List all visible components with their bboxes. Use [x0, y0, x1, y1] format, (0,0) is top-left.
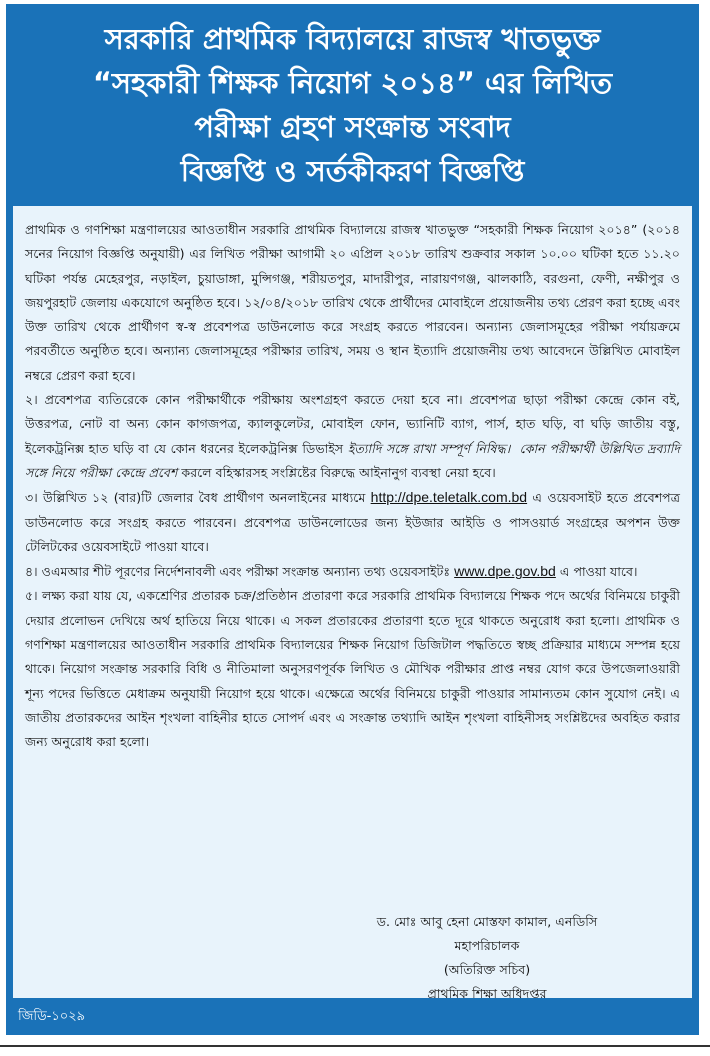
dpe-website-link[interactable]: www.dpe.gov.bd [454, 563, 556, 580]
title-line-2: “সহকারী শিক্ষক নিয়োগ ২০১৪” এর লিখিত [92, 66, 613, 100]
paragraph-5: ৫। লক্ষ্য করা যায় যে, একশ্রেণির প্রতারক চক্র/প্রতিষ্ঠান প্রতারণা করে সরকারি প্রাথমিক বিদ্যালয়ে শিক্ষক পদে অর্থের বিনিময়ে চাকুরী দেয়ার প্রলোভন দেখিয়ে অর্থ হাতিয়ে নিয়ে থাকে। এ সকল প্রতারকের প্রতারণা হতে দূরে থাকতে অনুরোধ করা হলো। প্রাথমিক ও গণশিক্ষা মন্ত্রণালয়ের আওতাধীন সরকারি প্রাথমিক বিদ্যালয়ের শিক্ষক নিয়োগ ডিজিটাল পদ্ধতিতে স্বচ্ছ প্রক্রিয়ার মাধ্যমে সম্পন্ন হয়ে থাকে। নিয়োগ সংক্রান্ত সরকারি বিধি ও নীতিমালা অনুসরণপূর্বক লিখিত ও মৌখিক পরীক্ষার প্রাপ্ত নম্বর যোগ করে উপজেলাওয়ারী শূন্য পদের ভিত্তিতে মেধাক্রম অনুযায়ী নিয়োগ হয়ে থাকে। এক্ষেত্রে অর্থের বিনিময়ে চাকুরী পাওয়ার সামান্যতম কোন সুযোগ নেই। এ জাতীয় প্রতারকদের আইন শৃংখলা বাহিনীর হাতে সোপর্দ এবং এ সংক্রান্ত তথ্যাদি আইন শৃংখলা বাহিনীসহ সংশ্লিষ্টদের অবহিত করার জন্য অনুরোধ করা হলো। [25, 588, 680, 750]
notice-frame [6, 4, 699, 1035]
bottom-divider [0, 1045, 710, 1047]
paragraph-2-italic-2: কোন পরীক্ষার্থী উল্লিখিত দ্রব্যাদি সঙ্গে নিয়ে পরীক্ষা কেন্দ্রে প্রবেশ [25, 440, 680, 480]
paragraph-2-text: ২। প্রবেশপত্র ব্যতিরেকে কোন পরীক্ষার্থীকে পরীক্ষায় অংশগ্রহণ করতে দেয়া হবে না। প্রবেশপত্র ছাড়া পরীক্ষা কেন্দ্রে কোন বই, উত্তরপত্র, নোট বা অন্য কোন কাগজপত্র, ক্যালকুলেটর, মোবাইল ফোন, ভ্যানিটি ব্যাগ, পার্স, হাত ঘড়ি, বা ঘড়ি জাতীয় বস্তু, ইলেকট্রনিক্স হাত ঘড়ি বা যে কোন ধরনের ইলেকট্রনিক্স ডিভাইস [25, 392, 680, 456]
paragraph-4-tail: এ পাওয়া যাবে। [559, 564, 638, 580]
signatory-designation: মহাপরিচালক [454, 938, 520, 953]
signatory-rank: (অতিরিক্ত সচিব) [443, 962, 531, 977]
paragraph-3-tail: এ ওয়েবসাইট হতে প্রবেশপত্র ডাউনলোড করে সংগ্রহ করতে পারবেন। প্রবেশপত্র ডাউনলোডের জন্য ইউজার আইডি ও পাসওয়ার্ড সংগ্রহের অপশন উক্ত টেলিটকের ওয়েবসাইটে পাওয়া যাবে। [25, 490, 680, 554]
paragraph-4 [25, 559, 680, 584]
signatory-name: ড. মোঃ আবু হেনা মোস্তফা কামাল, এনডিসি [376, 914, 598, 929]
notice-header [6, 4, 699, 206]
paragraph-4-text: ৪। ওএমআর শীট পূরণের নির্দেশনাবলী এবং পরীক্ষা সংক্রান্ত অন্যান্য তথ্য ওয়েবসাইটঃ [25, 564, 451, 580]
signature-block [342, 910, 632, 1006]
title-line-3: পরীক্ষা গ্রহণ সংক্রান্ত সংবাদ [194, 110, 511, 144]
footer-code: জিডি-১০২৯ [18, 1009, 86, 1024]
signatory-office: প্রাথমিক শিক্ষা অধিদপ্তর [427, 986, 547, 1001]
notice-body [13, 206, 692, 1001]
paragraph-1: প্রাথমিক ও গণশিক্ষা মন্ত্রণালয়ের আওতাধীন সরকারি প্রাথমিক বিদ্যালয়ে রাজস্ব খাতভুক্ত “সহকারী শিক্ষক নিয়োগ ২০১৪” (২০১৪ সনের নিয়োগ বিজ্ঞপ্তি অনুযায়ী) এর লিখিত পরীক্ষা আগামী ২০ এপ্রিল ২০১৮ তারিখ শুক্রবার সকাল ১০.০০ ঘটিকা হতে ১১.২০ ঘটিকা পর্যন্ত মেহেরপুর, নড়াইল, চুয়াডাঙ্গা, মুন্সিগঞ্জ, শরীয়তপুর, মাদারীপুর, নারায়ণগঞ্জ, ঝালকাঠি, বরগুনা, ফেণী, নক্ষীপুর ও জয়পুরহাট জেলায় একযোগে অনুষ্ঠিত হবে। ১২/০৪/২০১৮ তারিখ থেকে প্রার্থীদের মোবাইলে প্রয়োজনীয় তথ্য প্রেরণ করা হচ্ছে এবং উক্ত তারিখ থেকে প্রার্থীগণ স্ব-স্ব প্রবেশপত্র ডাউনলোড করে সংগ্রহ করতে পারবেন। অন্যান্য জেলাসমূহের পরীক্ষা পর্যায়ক্রমে পরবর্তীতে অনুষ্ঠিত হবে। অন্যান্য জেলাসমূহের পরীক্ষার তারিখ, সময় ও স্থান ইত্যাদি প্রয়োজনীয় তথ্য আবেদনে উল্লিখিত মোবাইল নম্বরে প্রেরণ করা হবে। [25, 222, 680, 383]
title-line-1: সরকারি প্রাথমিক বিদ্যালয়ে রাজস্ব খাতভুক্ত [104, 22, 601, 56]
paragraph-2 [25, 388, 680, 485]
title-line-4: বিজ্ঞপ্তি ও সর্তকীকরণ বিজ্ঞপ্তি [180, 154, 525, 188]
paragraph-2-tail: করলে বহিস্কারসহ সংশ্লিষ্টের বিরুদ্ধে আইনানুগ ব্যবস্থা নেয়া হবে। [181, 464, 496, 480]
paragraph-3-text: ৩। উল্লিখিত ১২ (বার)টি জেলার বৈধ প্রার্থীগণ অনলাইনের মাধ্যমে [25, 490, 366, 506]
paragraph-3 [25, 485, 680, 559]
paragraph-2-italic-1: ইত্যাদি সঙ্গে রাখা সম্পূর্ণ নিষিদ্ধ। [347, 440, 511, 456]
teletalk-link[interactable]: http://dpe.teletalk.com.bd [370, 489, 528, 506]
